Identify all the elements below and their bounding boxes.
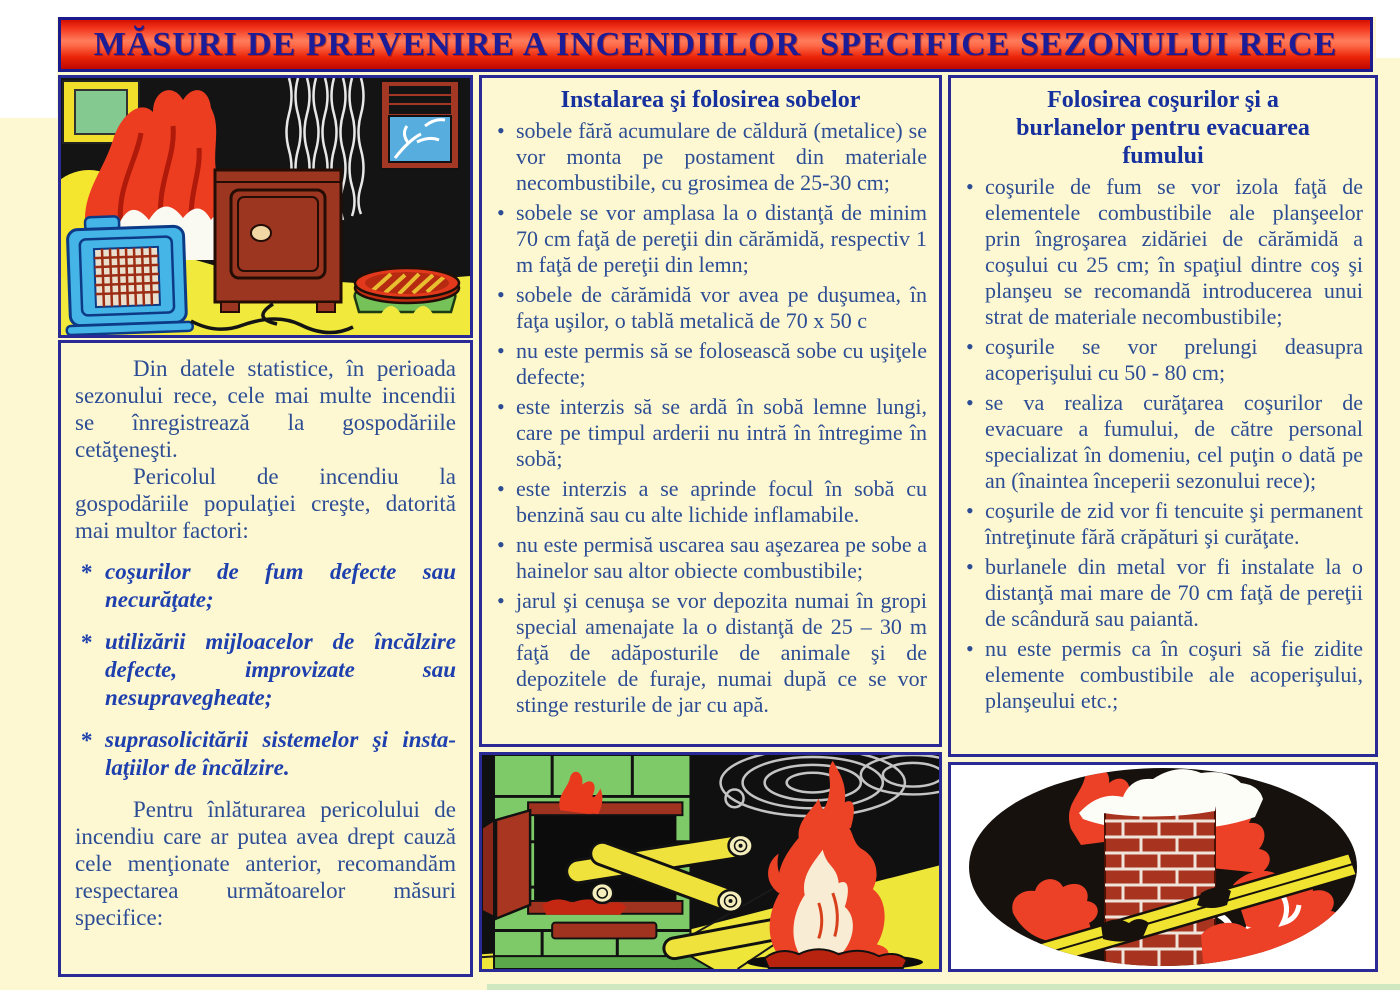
rule-text: este interzis să se ardă în sobă lemne lungi, care pe timpul arderii nu intră în întregime în sobă; [516, 394, 927, 471]
rule-item [963, 390, 1363, 494]
rule-item [494, 588, 927, 718]
rule-item [494, 394, 927, 472]
rule-text: sobele fără acumulare de căldură (metalice) se vor monta pe postament din materiale necombustibile, cu grosimea de 25-30 cm; [516, 118, 927, 195]
rule-text: coşurile se vor prelungi deasupra acoperişului cu 50 - 80 cm; [985, 334, 1363, 385]
risk-factor-item [75, 558, 456, 614]
stoves-rules-list [494, 118, 927, 718]
dot-bullet-icon: • [497, 532, 505, 557]
rule-item [494, 118, 927, 196]
rule-text: coşurile de fum se vor izola faţă de elementele combustibile ale planşeelor prin îngroşarea zidăriei de cărămidă a coşului cu 25 cm; în spaţiul dintre coş şi planşeu se recomandă introducerea unui strat de materiale necombustibile; [985, 174, 1363, 329]
dot-bullet-icon: • [497, 282, 505, 307]
chimney-fire-illustration [948, 762, 1378, 972]
risk-factor-item [75, 628, 456, 712]
rule-item [494, 338, 927, 390]
rule-text: sobele se vor amplasa la o distanţă de minim 70 cm faţă de pereţii din cărămidă, respectiv 1 m faţă de pereţii din lemn; [516, 200, 927, 277]
scan-edge-strip [487, 984, 1400, 990]
risk-factors-list [75, 558, 456, 782]
dot-bullet-icon: • [497, 394, 505, 419]
burning-chimney-image [951, 765, 1375, 969]
rule-item [494, 476, 927, 528]
dot-bullet-icon: • [966, 390, 974, 415]
dot-bullet-icon: • [497, 588, 505, 613]
stoves-section-panel [479, 75, 942, 747]
dot-bullet-icon: • [497, 118, 505, 143]
rule-text: nu este permisă uscarea sau aşezarea pe sobe a hainelor sau altor obiecte combustibile; [516, 532, 927, 583]
stove-fire-illustration [479, 752, 942, 972]
asterisk-bullet-icon: * [81, 630, 93, 655]
rule-item [963, 554, 1363, 632]
rule-text: coşurile de zid vor fi tencuite şi permanent întreţinute fără crăpături şi curăţate. [985, 498, 1363, 549]
stoves-section-title: Instalarea şi folosirea sobelor [560, 87, 861, 113]
dot-bullet-icon: • [966, 636, 974, 661]
intro-paragraph: Pericolul de incendiu la gospodăriile populaţiei creşte, datorită mai multor factori: [75, 464, 456, 543]
dot-bullet-icon: • [497, 476, 505, 501]
rule-item [963, 334, 1363, 386]
title-banner [58, 17, 1373, 72]
dot-bullet-icon: • [966, 334, 974, 359]
rule-text: burlanele din metal vor fi instalate la o distanţă mai mare de 70 cm faţă de pereţii de scândură sau paiantă. [985, 554, 1363, 631]
dot-bullet-icon: • [497, 338, 505, 363]
intro-paragraph: Din datele statistice, în perioada sezonului rece, cele mai multe incendii se înregistrează la gospodăriile cetăţeneşti. [75, 356, 456, 462]
rule-text: nu este permis să se folosească sobe cu uşiţele defecte; [516, 338, 927, 389]
stove-long-logs-fire-image [482, 755, 939, 969]
scan-margin-corner-left [0, 0, 57, 118]
rule-item [494, 200, 927, 278]
room-fire-illustration [58, 75, 473, 338]
rule-text: este interzis a se aprinde focul în sobă cu benzină sau cu alte lichide inflamabile. [516, 476, 927, 527]
room-heater-fire-image [61, 78, 470, 335]
page-title: MĂSURI DE PREVENIRE A INCENDIILOR SPECIFICE SEZONULUI RECE [93, 25, 1338, 63]
chimneys-section-panel [948, 75, 1378, 757]
chimneys-rules-list [963, 174, 1363, 714]
rule-text: se va realiza curăţarea coşurilor de evacuare a fumului, de către personal specializat în domeniu, cel puţin o dată pe an (înaintea începerii sezonului rece); [985, 390, 1363, 493]
asterisk-bullet-icon: * [81, 560, 93, 585]
scan-margin-top [0, 0, 1400, 17]
rule-text: jarul şi cenuşa se vor depozita numai în gropi special amenajate la o distanţă de 25 – 30 m faţă de adăposturile de animale şi de depozitele de furaje, numai după ce se vor stinge resturile de jar cu apă. [516, 588, 927, 717]
risk-factor-text: coşurilor de fum defecte sau necurăţate; [105, 559, 456, 612]
rule-item [963, 174, 1363, 330]
rule-text: nu este permis ca în coşuri să fie zidite elemente combustibile ale acoperişului, planşeului etc.; [985, 636, 1363, 713]
rule-text: sobele de cărămidă vor avea pe duşumea, în faţa uşilor, o tablă metalică de 70 x 50 c [516, 282, 927, 333]
closing-paragraph: Pentru înlăturarea pericolului de incendiu care ar putea avea drept cauză cele menţionate anterior, recomandăm respectarea următoarelor măsuri specifice: [75, 797, 456, 930]
rule-item [494, 532, 927, 584]
rule-item [963, 636, 1363, 714]
rule-item [963, 498, 1363, 550]
risk-factor-text: suprasolicitării sistemelor şi insta-laţiilor de încălzire. [105, 727, 456, 780]
asterisk-bullet-icon: * [81, 728, 93, 753]
dot-bullet-icon: • [966, 554, 974, 579]
risk-factor-text: utilizării mijloacelor de încălzire defecte, improvizate sau nesupravegheate; [105, 629, 456, 710]
chimneys-section-title: Folosirea coşurilor şi a burlanelor pentru evacuarea fumului [1016, 87, 1310, 169]
dot-bullet-icon: • [966, 174, 974, 199]
dot-bullet-icon: • [497, 200, 505, 225]
scan-margin-corner-right [1376, 0, 1400, 58]
rule-item [494, 282, 927, 334]
dot-bullet-icon: • [966, 498, 974, 523]
intro-text-panel [58, 340, 473, 977]
risk-factor-item [75, 726, 456, 782]
